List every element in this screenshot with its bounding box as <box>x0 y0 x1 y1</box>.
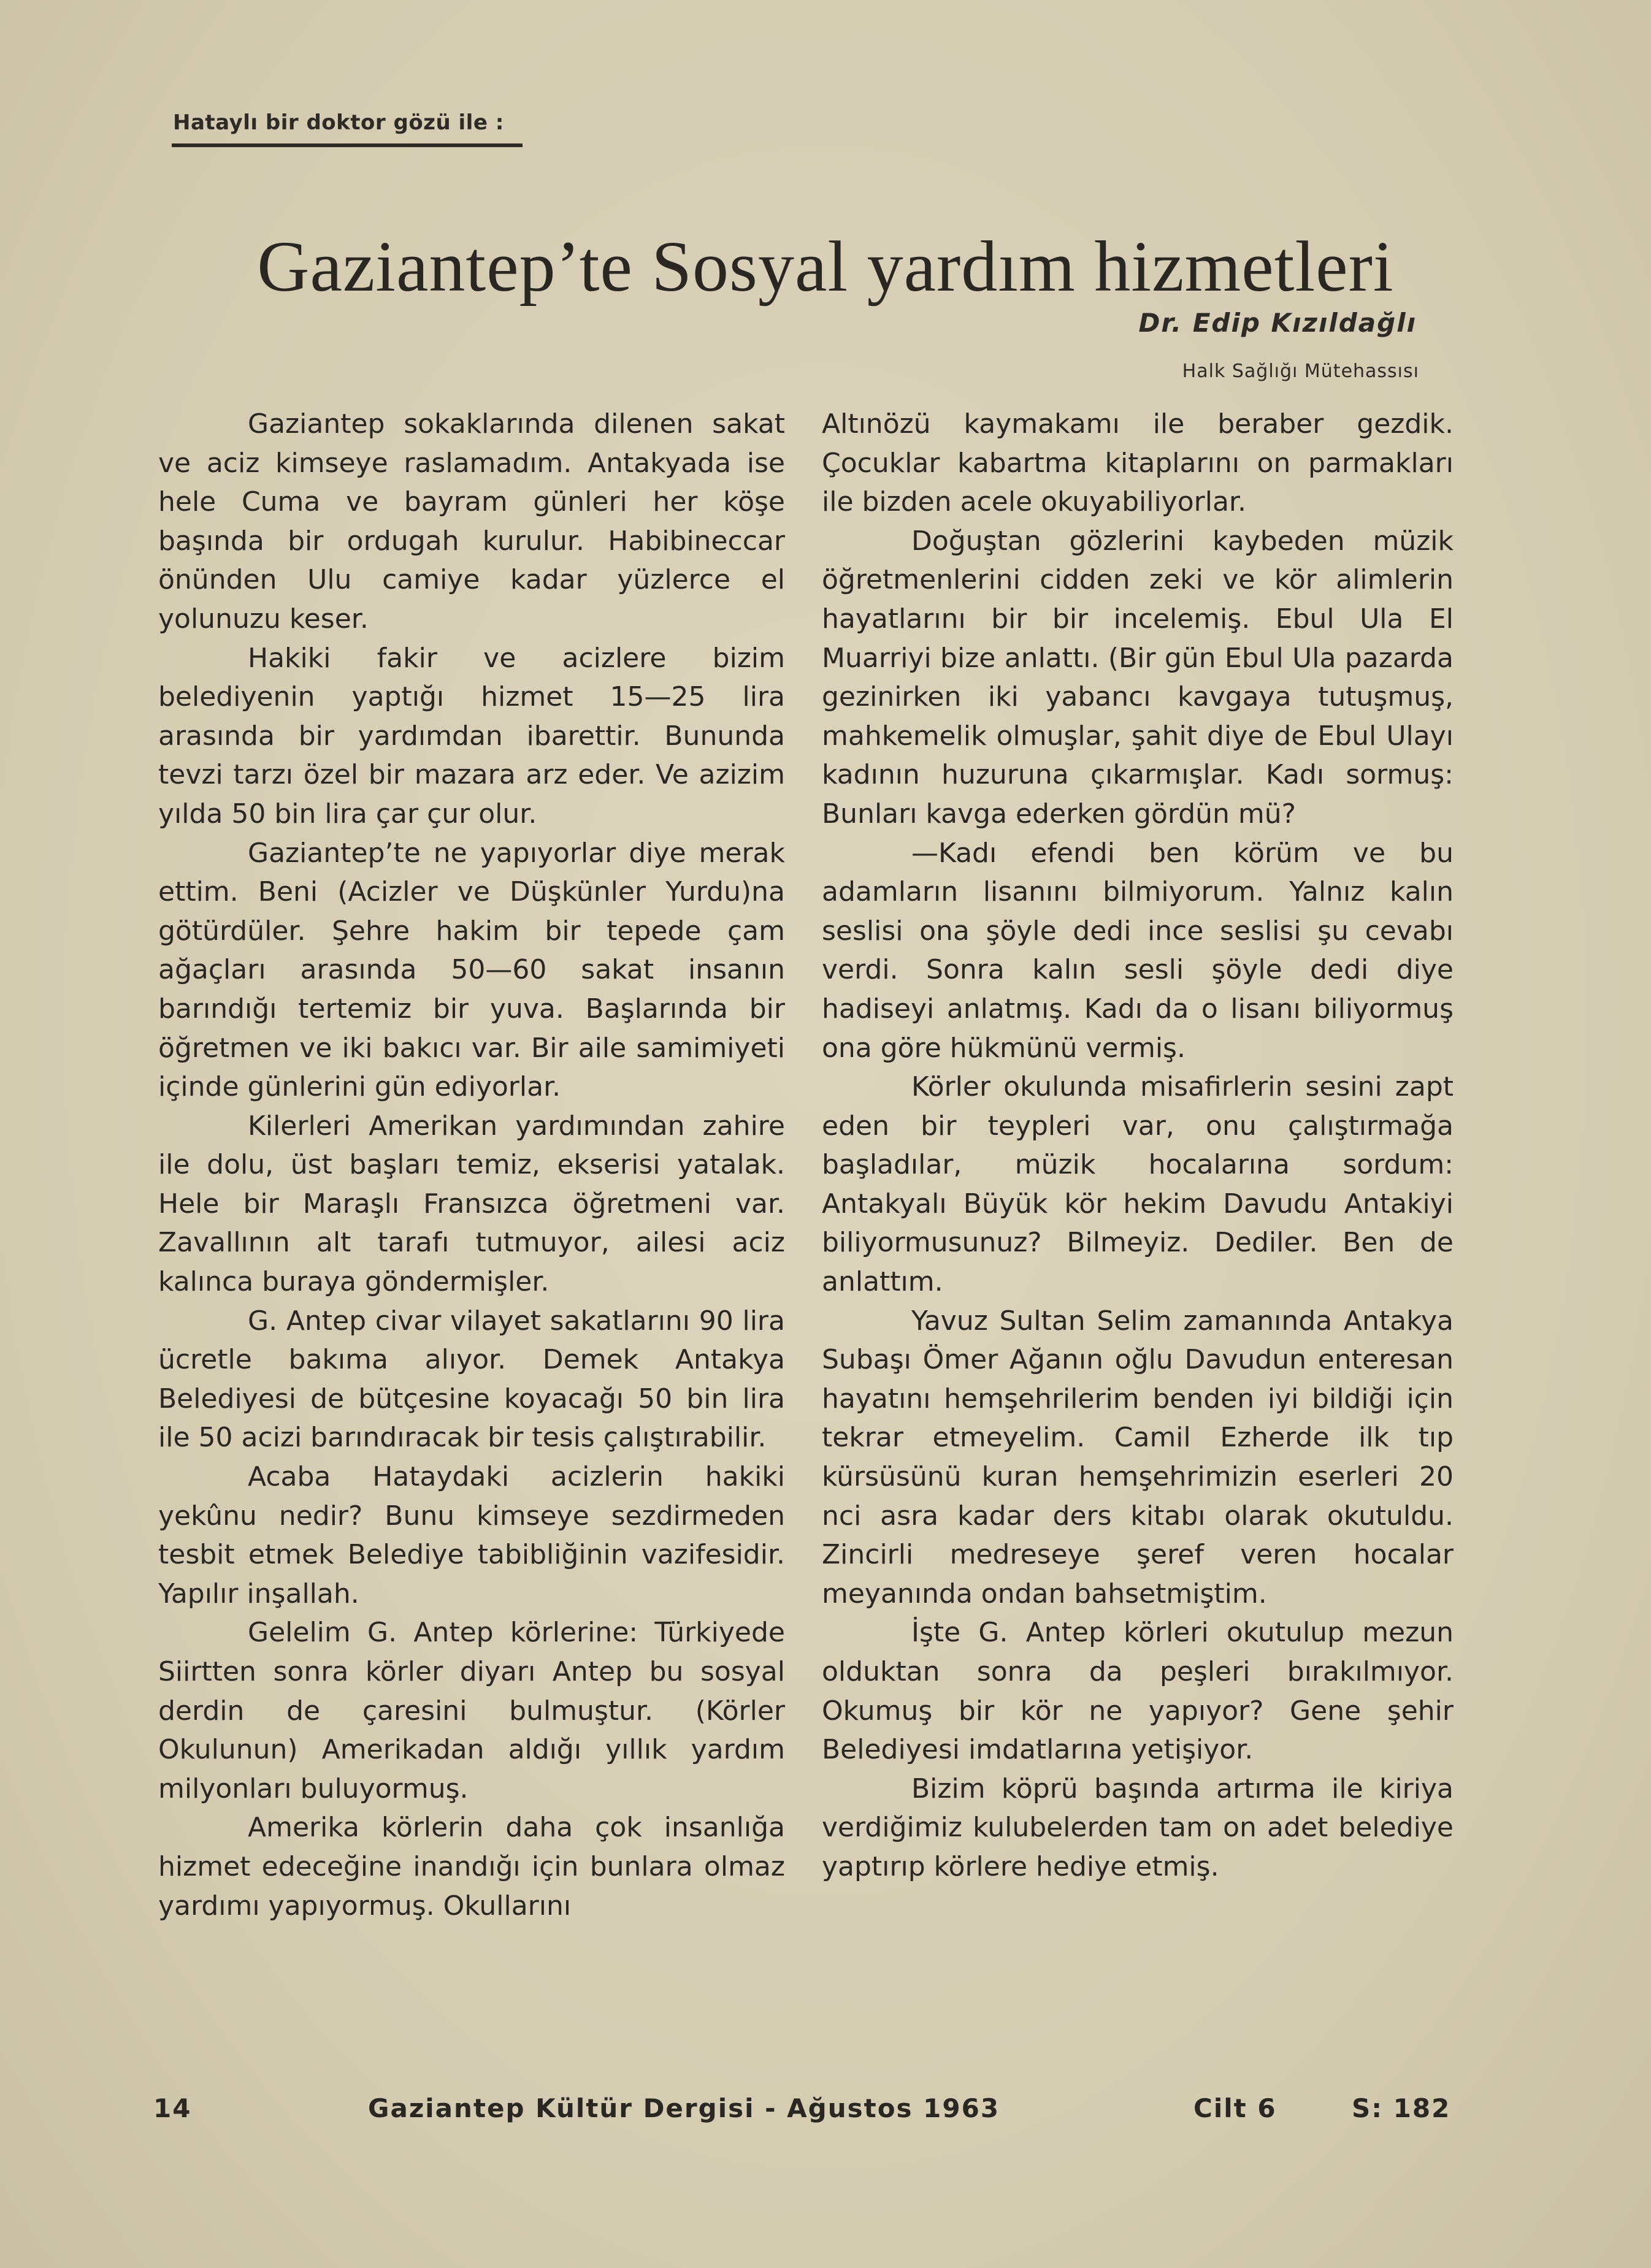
author-role: Halk Sağlığı Mütehassısı <box>1182 361 1419 382</box>
paragraph: Gaziantep sokaklarında dilenen sakat ve aciz kimseye raslamadım. Antakyada ise hele Cuma ve bayram günleri her köşe başında bir ordugah kurulur. Habibineccar önünden Ulu camiye kadar yüzlerce el yolunuzu keser. <box>158 408 785 635</box>
paragraph: Körler okulunda misafirlerin sesini zapt eden bir teypleri var, onu çalıştırmağa başladılar, müzik hocalarına sordum: Antakyalı Büyük kör hekim Davudu Antakiyi biliyormusunuz? Bilmeyiz. Dediler. Ben de anlattım. <box>822 1071 1454 1298</box>
left-column <box>158 405 785 1925</box>
right-column <box>822 405 1454 1887</box>
paragraph: Altınözü kaymakamı ile beraber gezdik. Çocuklar kabartma kitaplarını on parmakları ile bizden acele okuyabiliyorlar. <box>822 408 1454 518</box>
paragraph: Acaba Hataydaki acizlerin hakiki yekûnu nedir? Bunu kimseye sezdirmeden tesbit etmek Belediye tabibliğinin vazifesidir. Yapılır inşallah. <box>158 1461 785 1609</box>
article-kicker: Hataylı bir doktor gözü ile : <box>173 110 504 135</box>
paragraph: Amerika körlerin daha çok insanlığa hizmet edeceğine inandığı için bunlara olmaz yardımı yapıyormuş. Okullarını <box>158 1812 785 1922</box>
paragraph: Gelelim G. Antep körlerine: Türkiyede Siirtten sonra körler diyarı Antep bu sosyal derdin de çaresini bulmuştur. (Körler Okulunun) Amerikadan aldığı yıllık yardım milyonları buluyormuş. <box>158 1617 785 1804</box>
volume-label: Cilt 6 <box>1193 2093 1277 2123</box>
paragraph: G. Antep civar vilayet sakatlarını 90 lira ücretle bakıma alıyor. Demek Antakya Belediyesi de bütçesine koyacağı 50 bin lira ile 50 acizi barındıracak bir tesis çalıştırabilir. <box>158 1305 785 1454</box>
paragraph: Gaziantep’te ne yapıyorlar diye merak ettim. Beni (Acizler ve Düşkünler Yurdu)na götürdüler. Şehre hakim bir tepede çam ağaçları arasında 50—60 sakat insanın barındığı tertemiz bir yuva. Başlarında bir öğretmen ve iki bakıcı var. Bir aile samimiyeti içinde günlerini gün ediyorlar. <box>158 837 785 1103</box>
article-title: Gaziantep’te Sosyal yardım hizmetleri <box>257 226 1394 307</box>
paragraph: Kilerleri Amerikan yardımından zahire ile dolu, üst başları temiz, ekserisi yatalak. Hele bir Maraşlı Fransızca öğretmeni var. Zavallının alt tarafı tutmuyor, ailesi aciz kalınca buraya göndermişler. <box>158 1110 785 1298</box>
kicker-underline <box>172 143 523 147</box>
paragraph: İşte G. Antep körleri okutulup mezun olduktan sonra da peşleri bırakılmıyor. Okumuş bir kör ne yapıyor? Gene şehir Belediyesi imdatlarına yetişiyor. <box>822 1617 1454 1766</box>
paragraph: Hakiki fakir ve acizlere bizim belediyenin yaptığı hizmet 15—25 lira arasında bir yardımdan ibarettir. Bununda tevzi tarzı özel bir mazara arz eder. Ve azizim yılda 50 bin lira çar çur olur. <box>158 642 785 830</box>
paragraph: Doğuştan gözlerini kaybeden müzik öğretmenlerini cidden zeki ve kör alimlerin hayatlarını bir bir incelemiş. Ebul Ula El Muarriyi bize anlattı. (Bir gün Ebul Ula pazarda gezinirken iki yabancı kavgaya tutuşmuş, mahkemelik olmuşlar, şahit diye de Ebul Ulayı kadının huzuruna çıkarmışlar. Kadı sormuş: Bunları kavga ederken gördün mü? <box>822 525 1454 830</box>
paragraph: —Kadı efendi ben körüm ve bu adamların lisanını bilmiyorum. Yalnız kalın seslisi ona şöyle dedi ince seslisi şu cevabı verdi. Sonra kalın sesli şöyle dedi diye hadiseyi anlatmış. Kadı da o lisanı biliyormuş ona göre hükmünü vermiş. <box>822 837 1454 1064</box>
issue-label: S: 182 <box>1352 2093 1451 2123</box>
paragraph: Yavuz Sultan Selim zamanında Antakya Subaşı Ömer Ağanın oğlu Davudun enteresan hayatını hemşehrilerim benden iyi bildiği için tekrar etmeyelim. Camil Ezherde ilk tıp kürsüsünü kuran hemşehrimizin eserleri 20 nci asra kadar ders kitabı olarak okutuldu. Zincirli medreseye şeref veren hocalar meyanında ondan bahsetmiştim. <box>822 1305 1454 1609</box>
magazine-name: Gaziantep Kültür Dergisi - Ağustos 1963 <box>368 2093 1000 2123</box>
page-number: 14 <box>153 2093 192 2123</box>
author-name: Dr. Edip Kızıldağlı <box>1138 308 1417 338</box>
paragraph: Bizim köprü başında artırma ile kiriya verdiğimiz kulubelerden tam on adet belediye yaptırıp körlere hediye etmiş. <box>822 1773 1454 1882</box>
